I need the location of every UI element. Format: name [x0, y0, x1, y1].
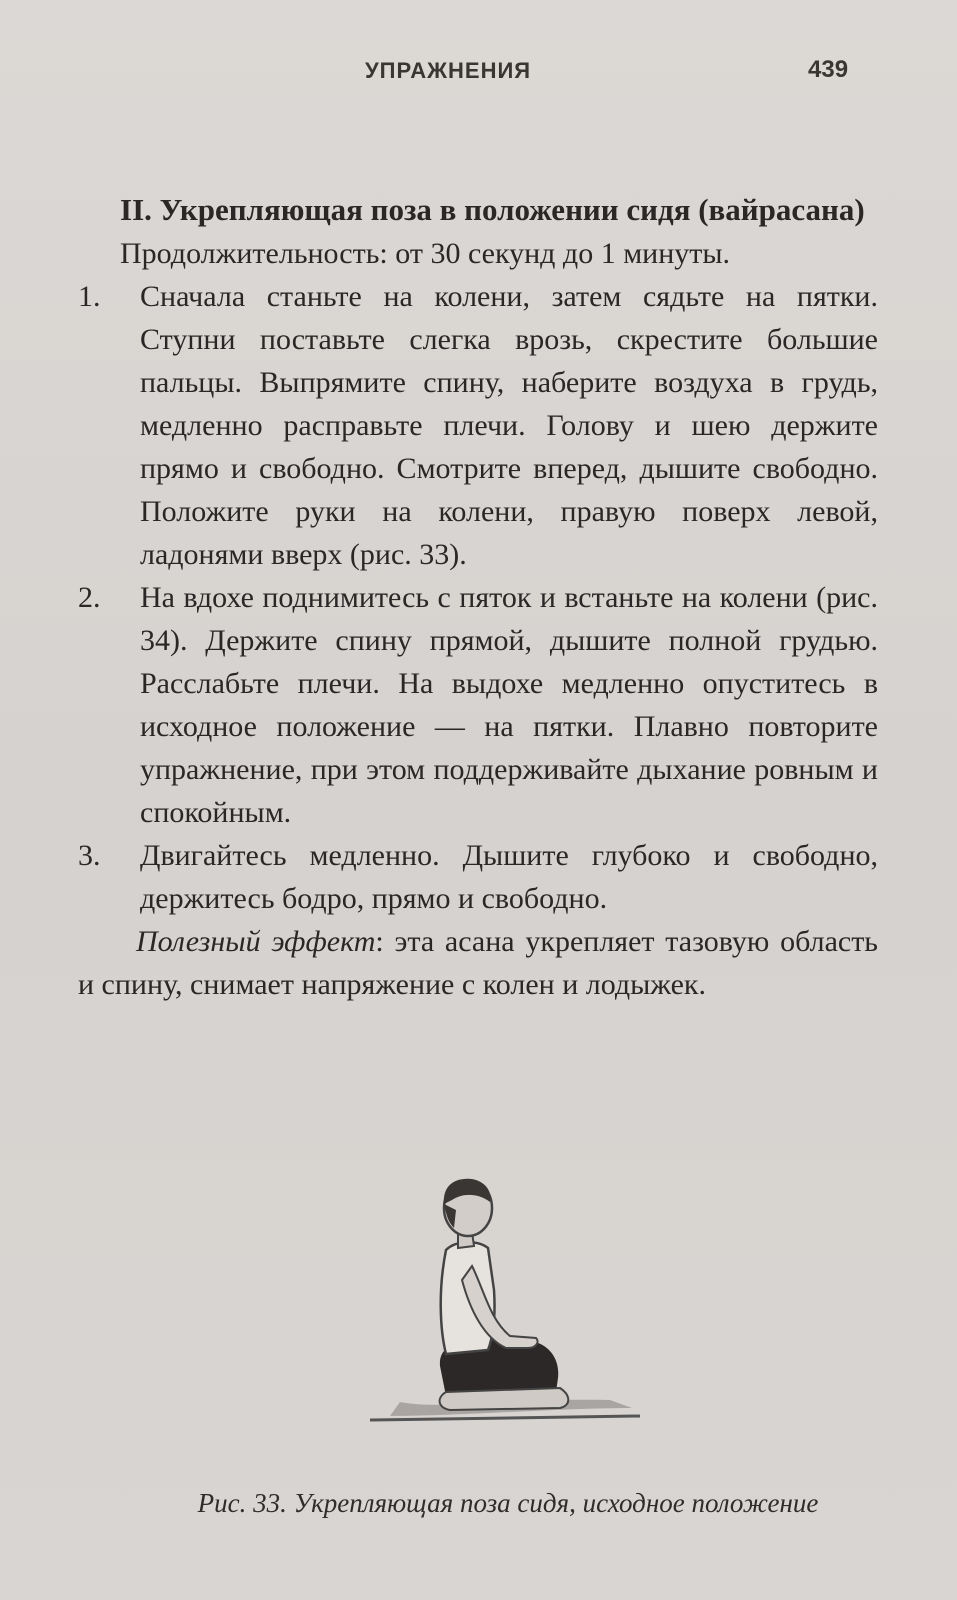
step-number: 2. — [78, 581, 101, 614]
benefit-paragraph — [78, 920, 878, 1006]
step-text: Сначала станьте на колени, затем сядьте на пятки. Ступни поставьте слегка врозь, скрестите большие пальцы. Выпрямите спину, наберите воздуха в грудь, медленно расправьте плечи. Голову и шею держите прямо и свободно. Смотрите вперед, дышите свободно. Положите руки на колени, правую поверх левой, ладонями вверх (рис. 33). — [140, 280, 878, 571]
step-number: 1. — [78, 280, 101, 313]
list-item — [78, 275, 878, 576]
seated-pose-illustration — [360, 1170, 650, 1450]
list-item — [78, 834, 878, 920]
running-head: УПРАЖНЕНИЯ — [365, 58, 532, 83]
duration-line: Продолжительность: от 30 секунд до 1 минуты. — [120, 237, 731, 270]
benefit-text: : эта асана укрепляет тазовую область и спину, снимает напряжение с колен и лодыжек. — [78, 925, 878, 1001]
list-item — [78, 576, 878, 834]
figure-caption: Рис. 33. Укрепляющая поза сидя, исходное положение — [197, 1488, 819, 1518]
steps-list — [78, 275, 878, 920]
step-text: На вдохе поднимитесь с пяток и встаньте на колени (рис. 34). Держите спину прямой, дышите полной грудью. Расслабьте плечи. На выдохе медленно опуститесь в исходное положение — на пятки. Плавно повторите упражнение, при этом поддерживайте дыхание ровным и спокойным. — [140, 581, 878, 829]
step-number: 3. — [78, 839, 101, 872]
text-body — [78, 188, 878, 1006]
step-text: Двигайтесь медленно. Дышите глубоко и свободно, держитесь бодро, прямо и свободно. — [140, 839, 878, 915]
page-number: 439 — [808, 56, 849, 83]
benefit-label: Полезный эффект — [136, 925, 376, 958]
section-title: II. Укрепляющая поза в положении сидя (вайрасана) — [120, 192, 865, 227]
